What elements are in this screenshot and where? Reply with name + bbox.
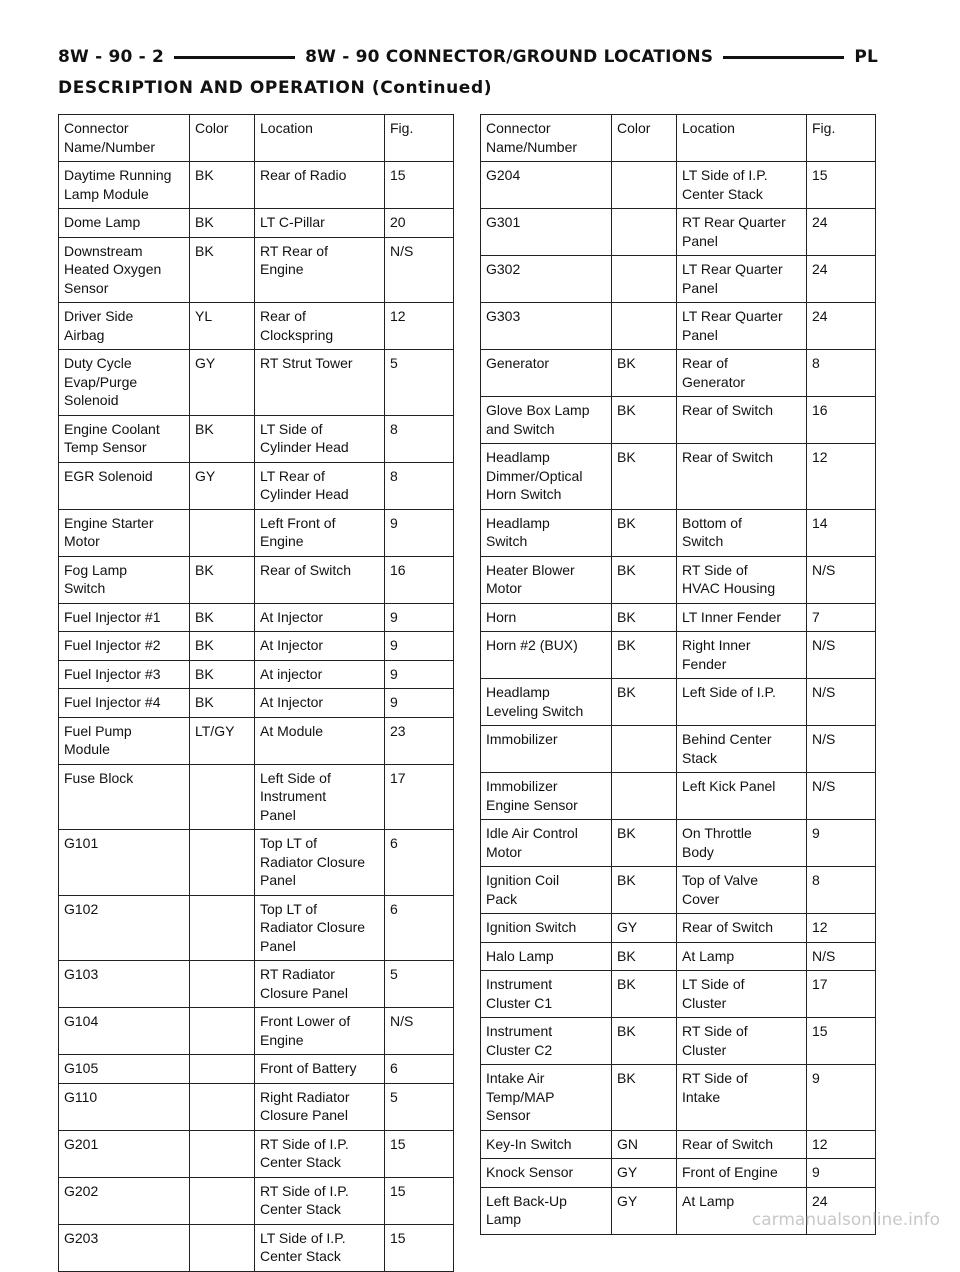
table-row	[481, 303, 876, 350]
cell-location: Top LT of Radiator Closure Panel	[255, 830, 385, 896]
table-row	[481, 256, 876, 303]
table-row	[59, 660, 454, 689]
table-row	[481, 1130, 876, 1159]
cell-connector: Downstream Heated Oxygen Sensor	[59, 237, 190, 303]
table-row	[481, 773, 876, 820]
table-row	[59, 350, 454, 416]
table-row	[59, 689, 454, 718]
cell-fig: 5	[385, 961, 454, 1008]
cell-connector: G102	[59, 895, 190, 961]
cell-color: BK	[190, 660, 255, 689]
cell-color	[190, 1130, 255, 1177]
cell-connector: Instrument Cluster C2	[481, 1018, 612, 1065]
cell-connector: Ignition Switch	[481, 914, 612, 943]
cell-location: Rear of Switch	[677, 444, 807, 510]
cell-location: Front Lower of Engine	[255, 1008, 385, 1055]
cell-location: Right Radiator Closure Panel	[255, 1083, 385, 1130]
cell-fig: 9	[385, 509, 454, 556]
table-row	[59, 830, 454, 896]
cell-fig: N/S	[807, 726, 876, 773]
cell-color: GY	[612, 1159, 677, 1188]
cell-fig: 6	[385, 1055, 454, 1084]
table-row	[59, 1224, 454, 1271]
table-row	[59, 764, 454, 830]
cell-color: BK	[190, 632, 255, 661]
cell-connector: G303	[481, 303, 612, 350]
cell-color: GY	[612, 1187, 677, 1234]
cell-fig: 12	[385, 303, 454, 350]
table-row	[59, 1083, 454, 1130]
connector-table-right	[480, 114, 876, 1235]
cell-connector: G105	[59, 1055, 190, 1084]
cell-color	[612, 773, 677, 820]
cell-location: At Injector	[255, 603, 385, 632]
cell-fig: 8	[385, 462, 454, 509]
cell-color: BK	[612, 971, 677, 1018]
cell-location: Behind Center Stack	[677, 726, 807, 773]
cell-color: BK	[612, 867, 677, 914]
table-body-left	[59, 162, 454, 1272]
table-row	[59, 209, 454, 238]
cell-location: Rear of Clockspring	[255, 303, 385, 350]
cell-connector: Daytime Running Lamp Module	[59, 162, 190, 209]
cell-connector: Intake Air Temp/MAP Sensor	[481, 1065, 612, 1131]
cell-fig: 6	[385, 895, 454, 961]
cell-fig: 9	[807, 1065, 876, 1131]
cell-connector: G104	[59, 1008, 190, 1055]
column-header-color: Color	[190, 115, 255, 162]
cell-fig: N/S	[807, 632, 876, 679]
cell-fig: 24	[807, 1187, 876, 1234]
cell-fig: N/S	[807, 942, 876, 971]
cell-color	[190, 509, 255, 556]
cell-connector: Headlamp Dimmer/Optical Horn Switch	[481, 444, 612, 510]
section-title: DESCRIPTION AND OPERATION (Continued)	[58, 78, 493, 98]
cell-location: Left Side of I.P.	[677, 679, 807, 726]
cell-fig: 8	[385, 415, 454, 462]
cell-fig: N/S	[385, 1008, 454, 1055]
cell-connector: Headlamp Switch	[481, 509, 612, 556]
cell-color	[190, 961, 255, 1008]
table-row	[59, 961, 454, 1008]
cell-connector: Generator	[481, 350, 612, 397]
cell-connector: Horn #2 (BUX)	[481, 632, 612, 679]
cell-location: RT Side of Intake	[677, 1065, 807, 1131]
cell-location: Left Front of Engine	[255, 509, 385, 556]
table-row	[481, 971, 876, 1018]
cell-fig: 16	[385, 556, 454, 603]
cell-color	[190, 830, 255, 896]
cell-fig: 17	[807, 971, 876, 1018]
cell-location: LT Rear Quarter Panel	[677, 256, 807, 303]
cell-location: RT Side of I.P. Center Stack	[255, 1130, 385, 1177]
cell-location: RT Side of Cluster	[677, 1018, 807, 1065]
cell-location: Rear of Radio	[255, 162, 385, 209]
cell-fig: 8	[807, 867, 876, 914]
cell-connector: Idle Air Control Motor	[481, 820, 612, 867]
table-row	[481, 1159, 876, 1188]
table-row	[59, 895, 454, 961]
table-row	[481, 397, 876, 444]
table-row	[59, 632, 454, 661]
cell-connector: G103	[59, 961, 190, 1008]
cell-location: LT Inner Fender	[677, 603, 807, 632]
cell-fig: 12	[807, 1130, 876, 1159]
column-header-connector: Connector Name/Number	[59, 115, 190, 162]
cell-location: Left Kick Panel	[677, 773, 807, 820]
cell-location: RT Rear Quarter Panel	[677, 209, 807, 256]
cell-fig: 7	[807, 603, 876, 632]
cell-location: At Lamp	[677, 942, 807, 971]
cell-location: Front of Engine	[677, 1159, 807, 1188]
cell-connector: Engine Coolant Temp Sensor	[59, 415, 190, 462]
cell-location: On Throttle Body	[677, 820, 807, 867]
cell-connector: Heater Blower Motor	[481, 556, 612, 603]
cell-color: BK	[612, 444, 677, 510]
cell-location: At injector	[255, 660, 385, 689]
cell-connector: Knock Sensor	[481, 1159, 612, 1188]
table-row	[59, 237, 454, 303]
cell-fig: 12	[807, 444, 876, 510]
cell-location: LT C-Pillar	[255, 209, 385, 238]
table-body-right	[481, 162, 876, 1235]
cell-location: LT Rear Quarter Panel	[677, 303, 807, 350]
table-row	[481, 1018, 876, 1065]
cell-location: RT Side of I.P. Center Stack	[255, 1177, 385, 1224]
cell-fig: N/S	[385, 237, 454, 303]
cell-connector: G110	[59, 1083, 190, 1130]
cell-fig: 20	[385, 209, 454, 238]
table-header-row	[59, 115, 454, 162]
cell-location: LT Rear of Cylinder Head	[255, 462, 385, 509]
cell-color: BK	[612, 820, 677, 867]
cell-connector: Fuel Injector #2	[59, 632, 190, 661]
cell-connector: EGR Solenoid	[59, 462, 190, 509]
cell-location: Left Side of Instrument Panel	[255, 764, 385, 830]
cell-connector: G302	[481, 256, 612, 303]
cell-connector: Key-In Switch	[481, 1130, 612, 1159]
cell-location: Top LT of Radiator Closure Panel	[255, 895, 385, 961]
cell-color: BK	[612, 1065, 677, 1131]
table-row	[481, 556, 876, 603]
cell-fig: 24	[807, 256, 876, 303]
cell-connector: Left Back-Up Lamp	[481, 1187, 612, 1234]
cell-fig: 9	[385, 603, 454, 632]
cell-color	[612, 209, 677, 256]
cell-fig: 9	[385, 689, 454, 718]
table-row	[59, 509, 454, 556]
table-row	[59, 1177, 454, 1224]
cell-connector: Fog Lamp Switch	[59, 556, 190, 603]
cell-connector: Immobilizer	[481, 726, 612, 773]
table-row	[59, 717, 454, 764]
cell-connector: G202	[59, 1177, 190, 1224]
cell-color: BK	[190, 415, 255, 462]
cell-fig: 14	[807, 509, 876, 556]
cell-location: Front of Battery	[255, 1055, 385, 1084]
table-row	[59, 162, 454, 209]
cell-connector: Dome Lamp	[59, 209, 190, 238]
table-row	[481, 350, 876, 397]
cell-color: BK	[190, 209, 255, 238]
cell-location: Rear of Generator	[677, 350, 807, 397]
cell-connector: Driver Side Airbag	[59, 303, 190, 350]
table-row	[59, 462, 454, 509]
table-row	[59, 1008, 454, 1055]
cell-color	[190, 1224, 255, 1271]
cell-color: BK	[190, 237, 255, 303]
cell-color	[190, 1055, 255, 1084]
cell-color: BK	[612, 509, 677, 556]
header-rule-right	[723, 56, 844, 59]
cell-color	[190, 1083, 255, 1130]
table-row	[481, 679, 876, 726]
cell-connector: Engine Starter Motor	[59, 509, 190, 556]
cell-color: BK	[612, 942, 677, 971]
page-number: 8W - 90 - 2	[58, 47, 165, 67]
vehicle-code: PL	[854, 47, 879, 67]
cell-connector: Fuel Injector #3	[59, 660, 190, 689]
cell-fig: 9	[385, 660, 454, 689]
table-row	[481, 1065, 876, 1131]
cell-location: At Injector	[255, 689, 385, 718]
cell-location: LT Side of I.P. Center Stack	[255, 1224, 385, 1271]
table-row	[481, 162, 876, 209]
cell-color: BK	[190, 556, 255, 603]
cell-location: RT Side of HVAC Housing	[677, 556, 807, 603]
watermark: carmanualsonline.info	[751, 1210, 940, 1230]
column-header-fig: Fig.	[385, 115, 454, 162]
cell-location: Rear of Switch	[677, 397, 807, 444]
cell-color: BK	[612, 397, 677, 444]
column-header-location: Location	[255, 115, 385, 162]
table-row	[481, 603, 876, 632]
cell-color	[612, 162, 677, 209]
cell-color: BK	[612, 632, 677, 679]
table-row	[59, 1055, 454, 1084]
table-row	[481, 820, 876, 867]
cell-color: GN	[612, 1130, 677, 1159]
cell-location: At Lamp	[677, 1187, 807, 1234]
cell-fig: 23	[385, 717, 454, 764]
column-header-connector: Connector Name/Number	[481, 115, 612, 162]
cell-connector: G101	[59, 830, 190, 896]
table-row	[59, 556, 454, 603]
cell-location: Top of Valve Cover	[677, 867, 807, 914]
cell-location: Rear of Switch	[677, 1130, 807, 1159]
cell-location: LT Side of I.P. Center Stack	[677, 162, 807, 209]
cell-color	[190, 1177, 255, 1224]
cell-location: RT Radiator Closure Panel	[255, 961, 385, 1008]
cell-fig: 24	[807, 303, 876, 350]
cell-fig: 9	[385, 632, 454, 661]
column-header-fig: Fig.	[807, 115, 876, 162]
table-row	[481, 509, 876, 556]
cell-fig: 24	[807, 209, 876, 256]
table-row	[59, 1130, 454, 1177]
cell-fig: N/S	[807, 556, 876, 603]
cell-color	[612, 726, 677, 773]
cell-color: GY	[190, 350, 255, 416]
column-header-color: Color	[612, 115, 677, 162]
cell-connector: Immobilizer Engine Sensor	[481, 773, 612, 820]
cell-connector: Ignition Coil Pack	[481, 867, 612, 914]
cell-fig: 12	[807, 914, 876, 943]
cell-location: RT Strut Tower	[255, 350, 385, 416]
header-rule-left	[174, 56, 295, 59]
cell-fig: 15	[385, 1130, 454, 1177]
cell-connector: G201	[59, 1130, 190, 1177]
cell-color: BK	[612, 679, 677, 726]
cell-connector: Instrument Cluster C1	[481, 971, 612, 1018]
cell-color	[612, 256, 677, 303]
table-row	[59, 303, 454, 350]
cell-color	[612, 303, 677, 350]
cell-location: Rear of Switch	[255, 556, 385, 603]
cell-connector: Fuel Pump Module	[59, 717, 190, 764]
cell-connector: G301	[481, 209, 612, 256]
cell-connector: G204	[481, 162, 612, 209]
cell-connector: Fuel Injector #4	[59, 689, 190, 718]
cell-color: BK	[612, 603, 677, 632]
cell-color: YL	[190, 303, 255, 350]
cell-connector: Halo Lamp	[481, 942, 612, 971]
cell-fig: 9	[807, 820, 876, 867]
cell-color: BK	[190, 603, 255, 632]
cell-color: LT/GY	[190, 717, 255, 764]
cell-color: GY	[190, 462, 255, 509]
table-row	[481, 632, 876, 679]
cell-connector: Duty Cycle Evap/Purge Solenoid	[59, 350, 190, 416]
chapter-title: 8W - 90 CONNECTOR/GROUND LOCATIONS	[305, 47, 714, 67]
cell-location: LT Side of Cylinder Head	[255, 415, 385, 462]
cell-location: LT Side of Cluster	[677, 971, 807, 1018]
cell-fig: 16	[807, 397, 876, 444]
cell-fig: 15	[385, 162, 454, 209]
cell-connector: Horn	[481, 603, 612, 632]
cell-fig: 15	[385, 1177, 454, 1224]
cell-color: BK	[612, 350, 677, 397]
cell-location: Bottom of Switch	[677, 509, 807, 556]
cell-fig: 17	[385, 764, 454, 830]
table-row	[481, 867, 876, 914]
table-header-row	[481, 115, 876, 162]
table-row	[481, 444, 876, 510]
page-header	[58, 44, 878, 70]
cell-location: At Module	[255, 717, 385, 764]
cell-fig: 5	[385, 350, 454, 416]
cell-connector: G203	[59, 1224, 190, 1271]
cell-connector: Headlamp Leveling Switch	[481, 679, 612, 726]
cell-color: BK	[190, 162, 255, 209]
cell-location: Right Inner Fender	[677, 632, 807, 679]
cell-color: GY	[612, 914, 677, 943]
table-row	[481, 914, 876, 943]
cell-fig: 9	[807, 1159, 876, 1188]
table-row	[481, 726, 876, 773]
table-row	[59, 415, 454, 462]
cell-color	[190, 764, 255, 830]
cell-fig: N/S	[807, 679, 876, 726]
cell-fig: 5	[385, 1083, 454, 1130]
cell-location: At Injector	[255, 632, 385, 661]
cell-fig: 15	[807, 1018, 876, 1065]
cell-color: BK	[612, 556, 677, 603]
cell-location: RT Rear of Engine	[255, 237, 385, 303]
cell-color: BK	[612, 1018, 677, 1065]
table-row	[481, 942, 876, 971]
cell-color	[190, 1008, 255, 1055]
cell-fig: 15	[807, 162, 876, 209]
column-header-location: Location	[677, 115, 807, 162]
table-row	[59, 603, 454, 632]
cell-fig: N/S	[807, 773, 876, 820]
cell-color	[190, 895, 255, 961]
cell-connector: Fuse Block	[59, 764, 190, 830]
cell-location: Rear of Switch	[677, 914, 807, 943]
cell-connector: Glove Box Lamp and Switch	[481, 397, 612, 444]
table-row	[481, 209, 876, 256]
cell-fig: 8	[807, 350, 876, 397]
cell-connector: Fuel Injector #1	[59, 603, 190, 632]
cell-fig: 6	[385, 830, 454, 896]
cell-fig: 15	[385, 1224, 454, 1271]
cell-color: BK	[190, 689, 255, 718]
connector-table-left	[58, 114, 454, 1272]
